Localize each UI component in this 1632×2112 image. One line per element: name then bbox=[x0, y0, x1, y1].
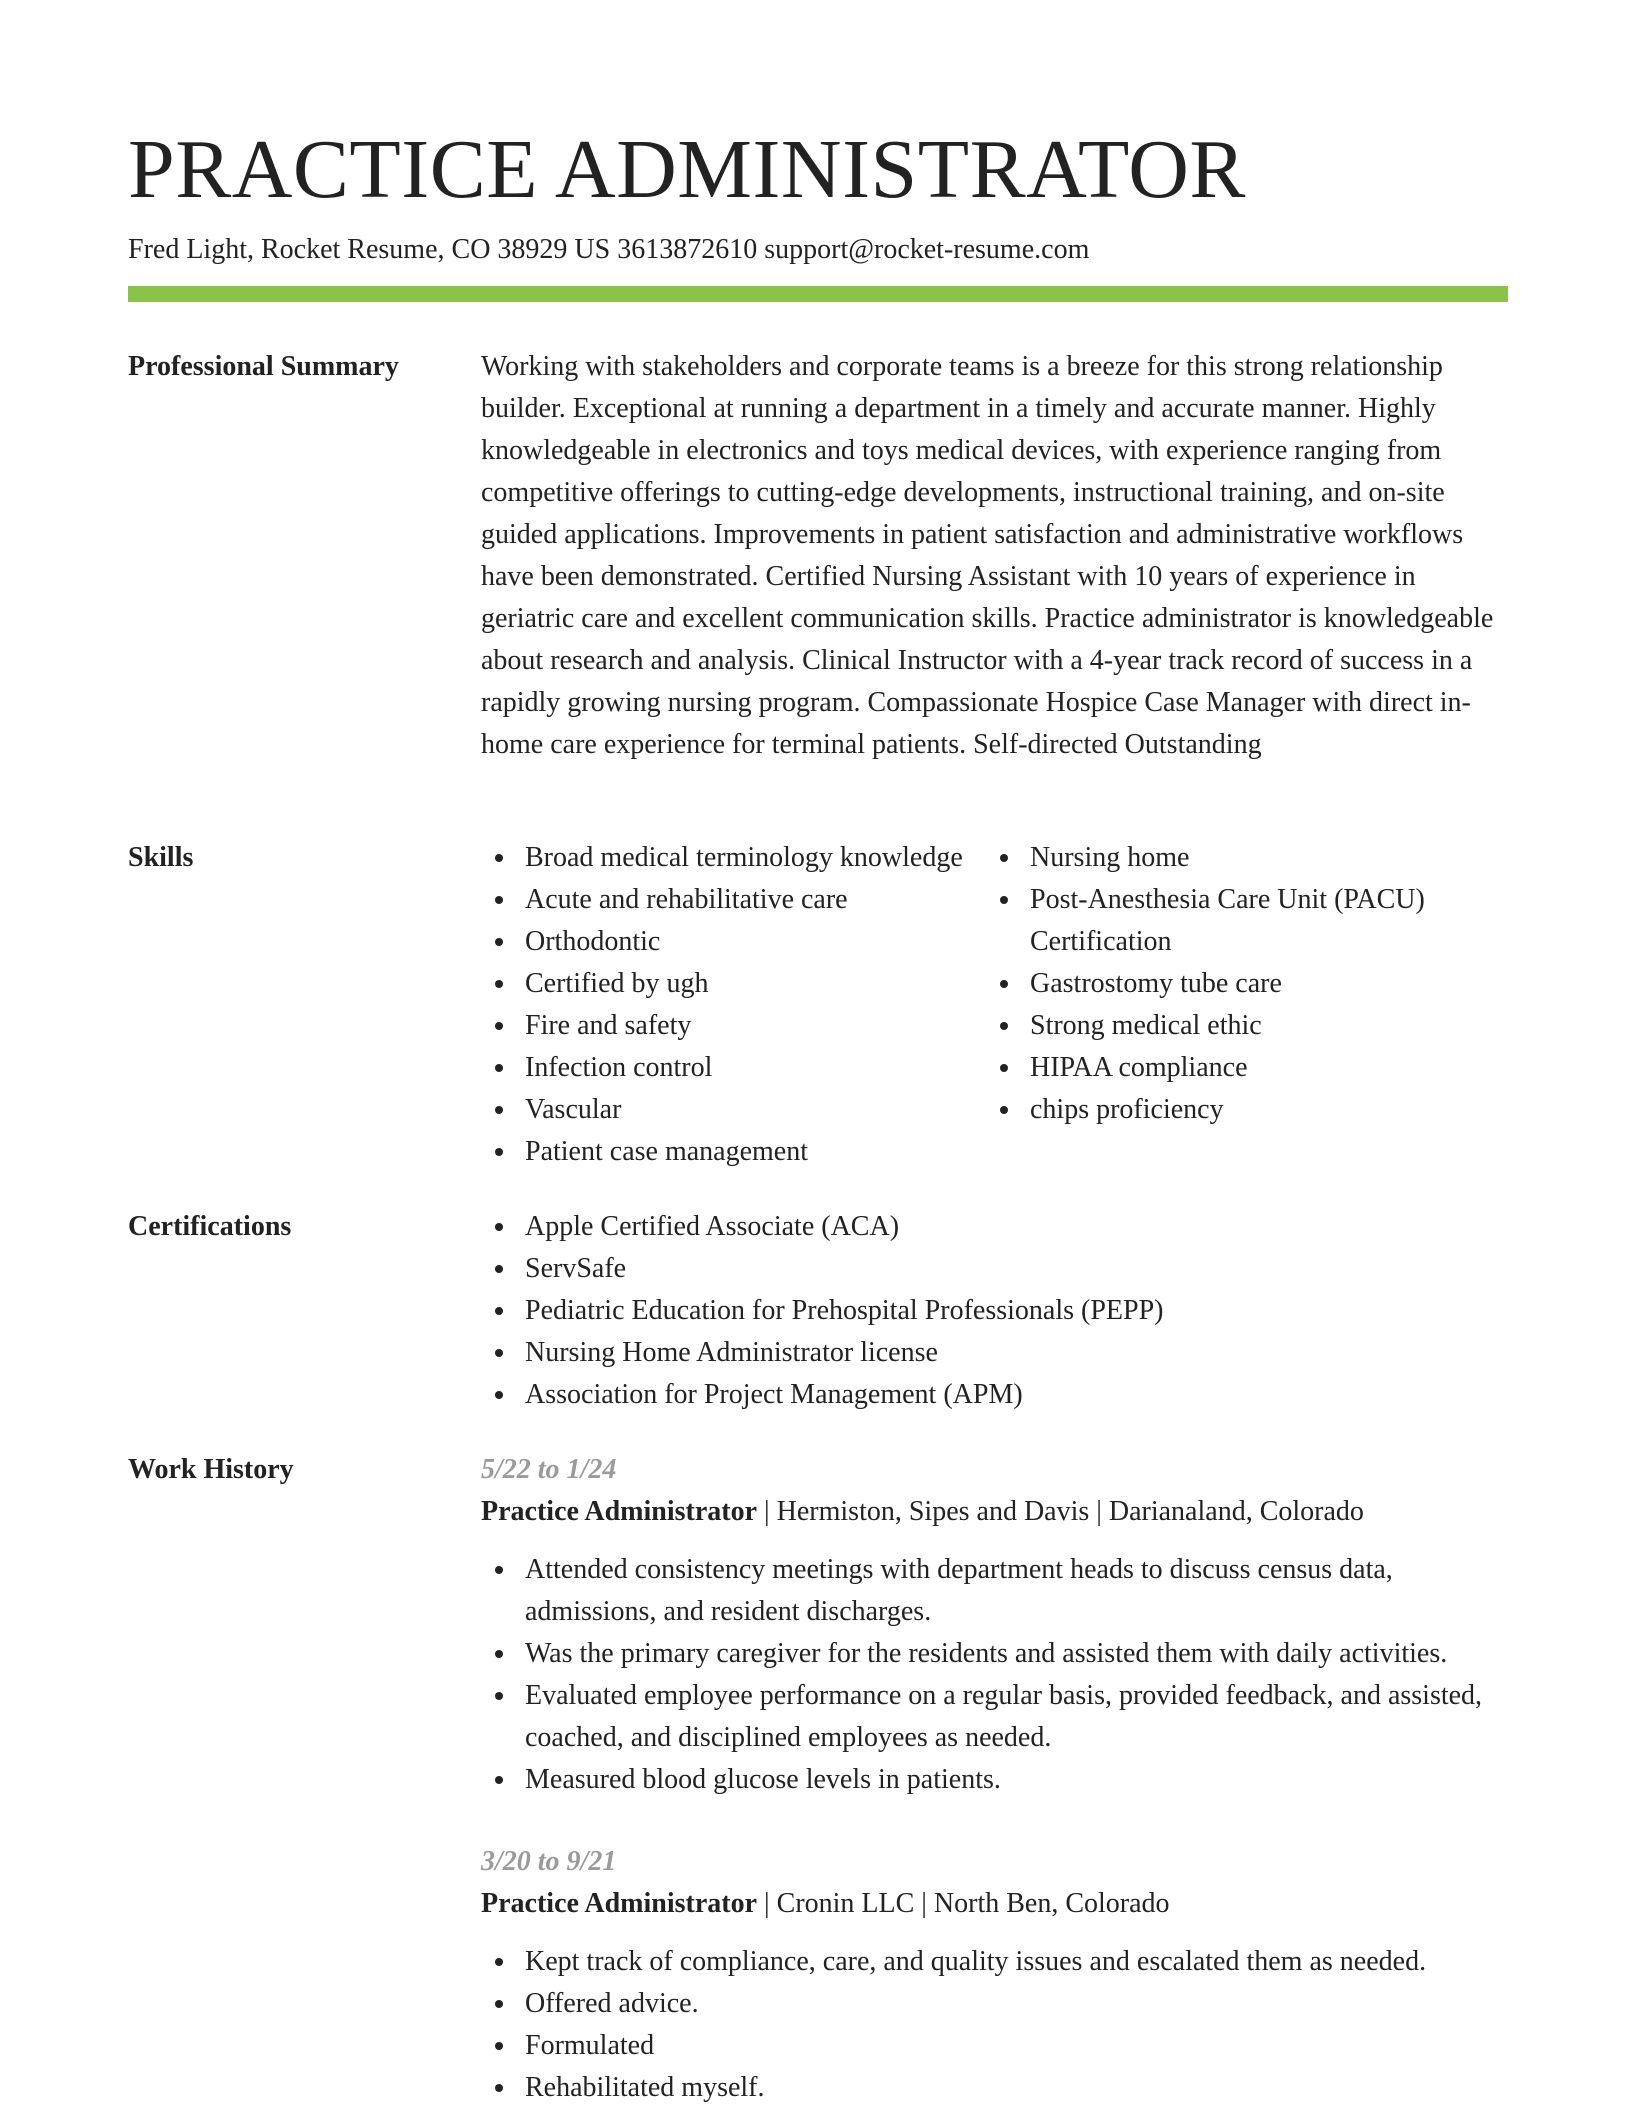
skill-item: Orthodontic bbox=[481, 921, 986, 963]
skill-item: Vascular bbox=[481, 1089, 986, 1131]
contact-line bbox=[128, 232, 1089, 268]
certifications-list bbox=[481, 1206, 1508, 1416]
certification-item: Nursing Home Administrator license bbox=[481, 1332, 1508, 1374]
skills-list-right bbox=[986, 837, 1486, 1131]
job-duty-item: Attended consistency meetings with department heads to discuss census data, admissions, and resident discharges. bbox=[481, 1549, 1508, 1633]
job-entry bbox=[481, 1449, 1508, 1801]
header-divider bbox=[128, 286, 1508, 302]
job-duty-item: Formulated bbox=[481, 2025, 1508, 2067]
skill-item: Nursing home bbox=[986, 837, 1486, 879]
job-duty-item: Was the primary caregiver for the residents and assisted them with daily activities. bbox=[481, 1633, 1508, 1675]
job-dates: 3/20 to 9/21 bbox=[481, 1846, 617, 1877]
contact-name: Fred Light, bbox=[128, 234, 254, 265]
certifications-body bbox=[481, 1206, 1508, 1416]
certification-item: Pediatric Education for Prehospital Professionals (PEPP) bbox=[481, 1290, 1508, 1332]
work-history-heading: Work History bbox=[128, 1454, 294, 1485]
job-dates: 5/22 to 1/24 bbox=[481, 1454, 617, 1485]
skill-item: Strong medical ethic bbox=[986, 1005, 1486, 1047]
job-duty-item: Evaluated employee performance on a regular basis, provided feedback, and assisted, coached, and disciplined employees as needed. bbox=[481, 1675, 1508, 1759]
job-employer-location: | Cronin LLC | North Ben, Colorado bbox=[757, 1888, 1170, 1919]
job-duties-list bbox=[481, 1941, 1508, 2109]
job-duty-item: Offered advice. bbox=[481, 1983, 1508, 2025]
certification-item: Association for Project Management (APM) bbox=[481, 1374, 1508, 1416]
job-heading bbox=[481, 1883, 1508, 1925]
contact-address: Rocket Resume, CO 38929 US bbox=[261, 234, 611, 265]
job-title: Practice Administrator bbox=[481, 1888, 758, 1919]
job-duty-item: Kept track of compliance, care, and quality issues and escalated them as needed. bbox=[481, 1941, 1508, 1983]
certifications-heading: Certifications bbox=[128, 1211, 292, 1242]
contact-phone: 3613872610 bbox=[617, 234, 758, 265]
job-duty-item: Rehabilitated myself. bbox=[481, 2067, 1508, 2109]
contact-email: support@rocket-resume.com bbox=[764, 234, 1090, 265]
skills-list-left bbox=[481, 837, 986, 1173]
job-employer-location: | Hermiston, Sipes and Davis | Darianaland, Colorado bbox=[757, 1496, 1364, 1527]
skill-item: HIPAA compliance bbox=[986, 1047, 1486, 1089]
skill-item: Infection control bbox=[481, 1047, 986, 1089]
skill-item: chips proficiency bbox=[986, 1089, 1486, 1131]
certification-item: ServSafe bbox=[481, 1248, 1508, 1290]
page-title: PRACTICE ADMINISTRATOR bbox=[128, 123, 1246, 216]
skill-item: Broad medical terminology knowledge bbox=[481, 837, 986, 879]
work-history-body bbox=[481, 1449, 1508, 2109]
skill-item: Gastrostomy tube care bbox=[986, 963, 1486, 1005]
skill-item: Certified by ugh bbox=[481, 963, 986, 1005]
job-heading bbox=[481, 1491, 1508, 1533]
skill-item: Acute and rehabilitative care bbox=[481, 879, 986, 921]
summary-text: Working with stakeholders and corporate teams is a breeze for this strong relationship builder. Exceptional at running a department in a timely and accurate manner. Highly knowledgeable in electronics and toys medical devices, with experience ranging from competitive offerings to cutting-edge developments, instructional training, and on-site guided applications. Improvements in patient satisfaction and administrative workflows have been demonstrated. Certified Nursing Assistant with 10 years of experience in geriatric care and excellent communication skills. Practice administrator is knowledgeable about research and analysis. Clinical Instructor with a 4-year track record of success in a rapidly growing nursing program. Compassionate Hospice Case Manager with direct in-home care experience for terminal patients. Self-directed Outstanding bbox=[481, 351, 1494, 760]
certification-item: Apple Certified Associate (ACA) bbox=[481, 1206, 1508, 1248]
summary-heading: Professional Summary bbox=[128, 351, 399, 382]
job-duty-item: Measured blood glucose levels in patients. bbox=[481, 1759, 1508, 1801]
job-entry bbox=[481, 1841, 1508, 2109]
skill-item: Fire and safety bbox=[481, 1005, 986, 1047]
skills-heading: Skills bbox=[128, 842, 194, 873]
job-title: Practice Administrator bbox=[481, 1496, 758, 1527]
job-duties-list bbox=[481, 1549, 1508, 1801]
skill-item: Patient case management bbox=[481, 1131, 986, 1173]
skill-item: Post-Anesthesia Care Unit (PACU) Certification bbox=[986, 879, 1486, 963]
